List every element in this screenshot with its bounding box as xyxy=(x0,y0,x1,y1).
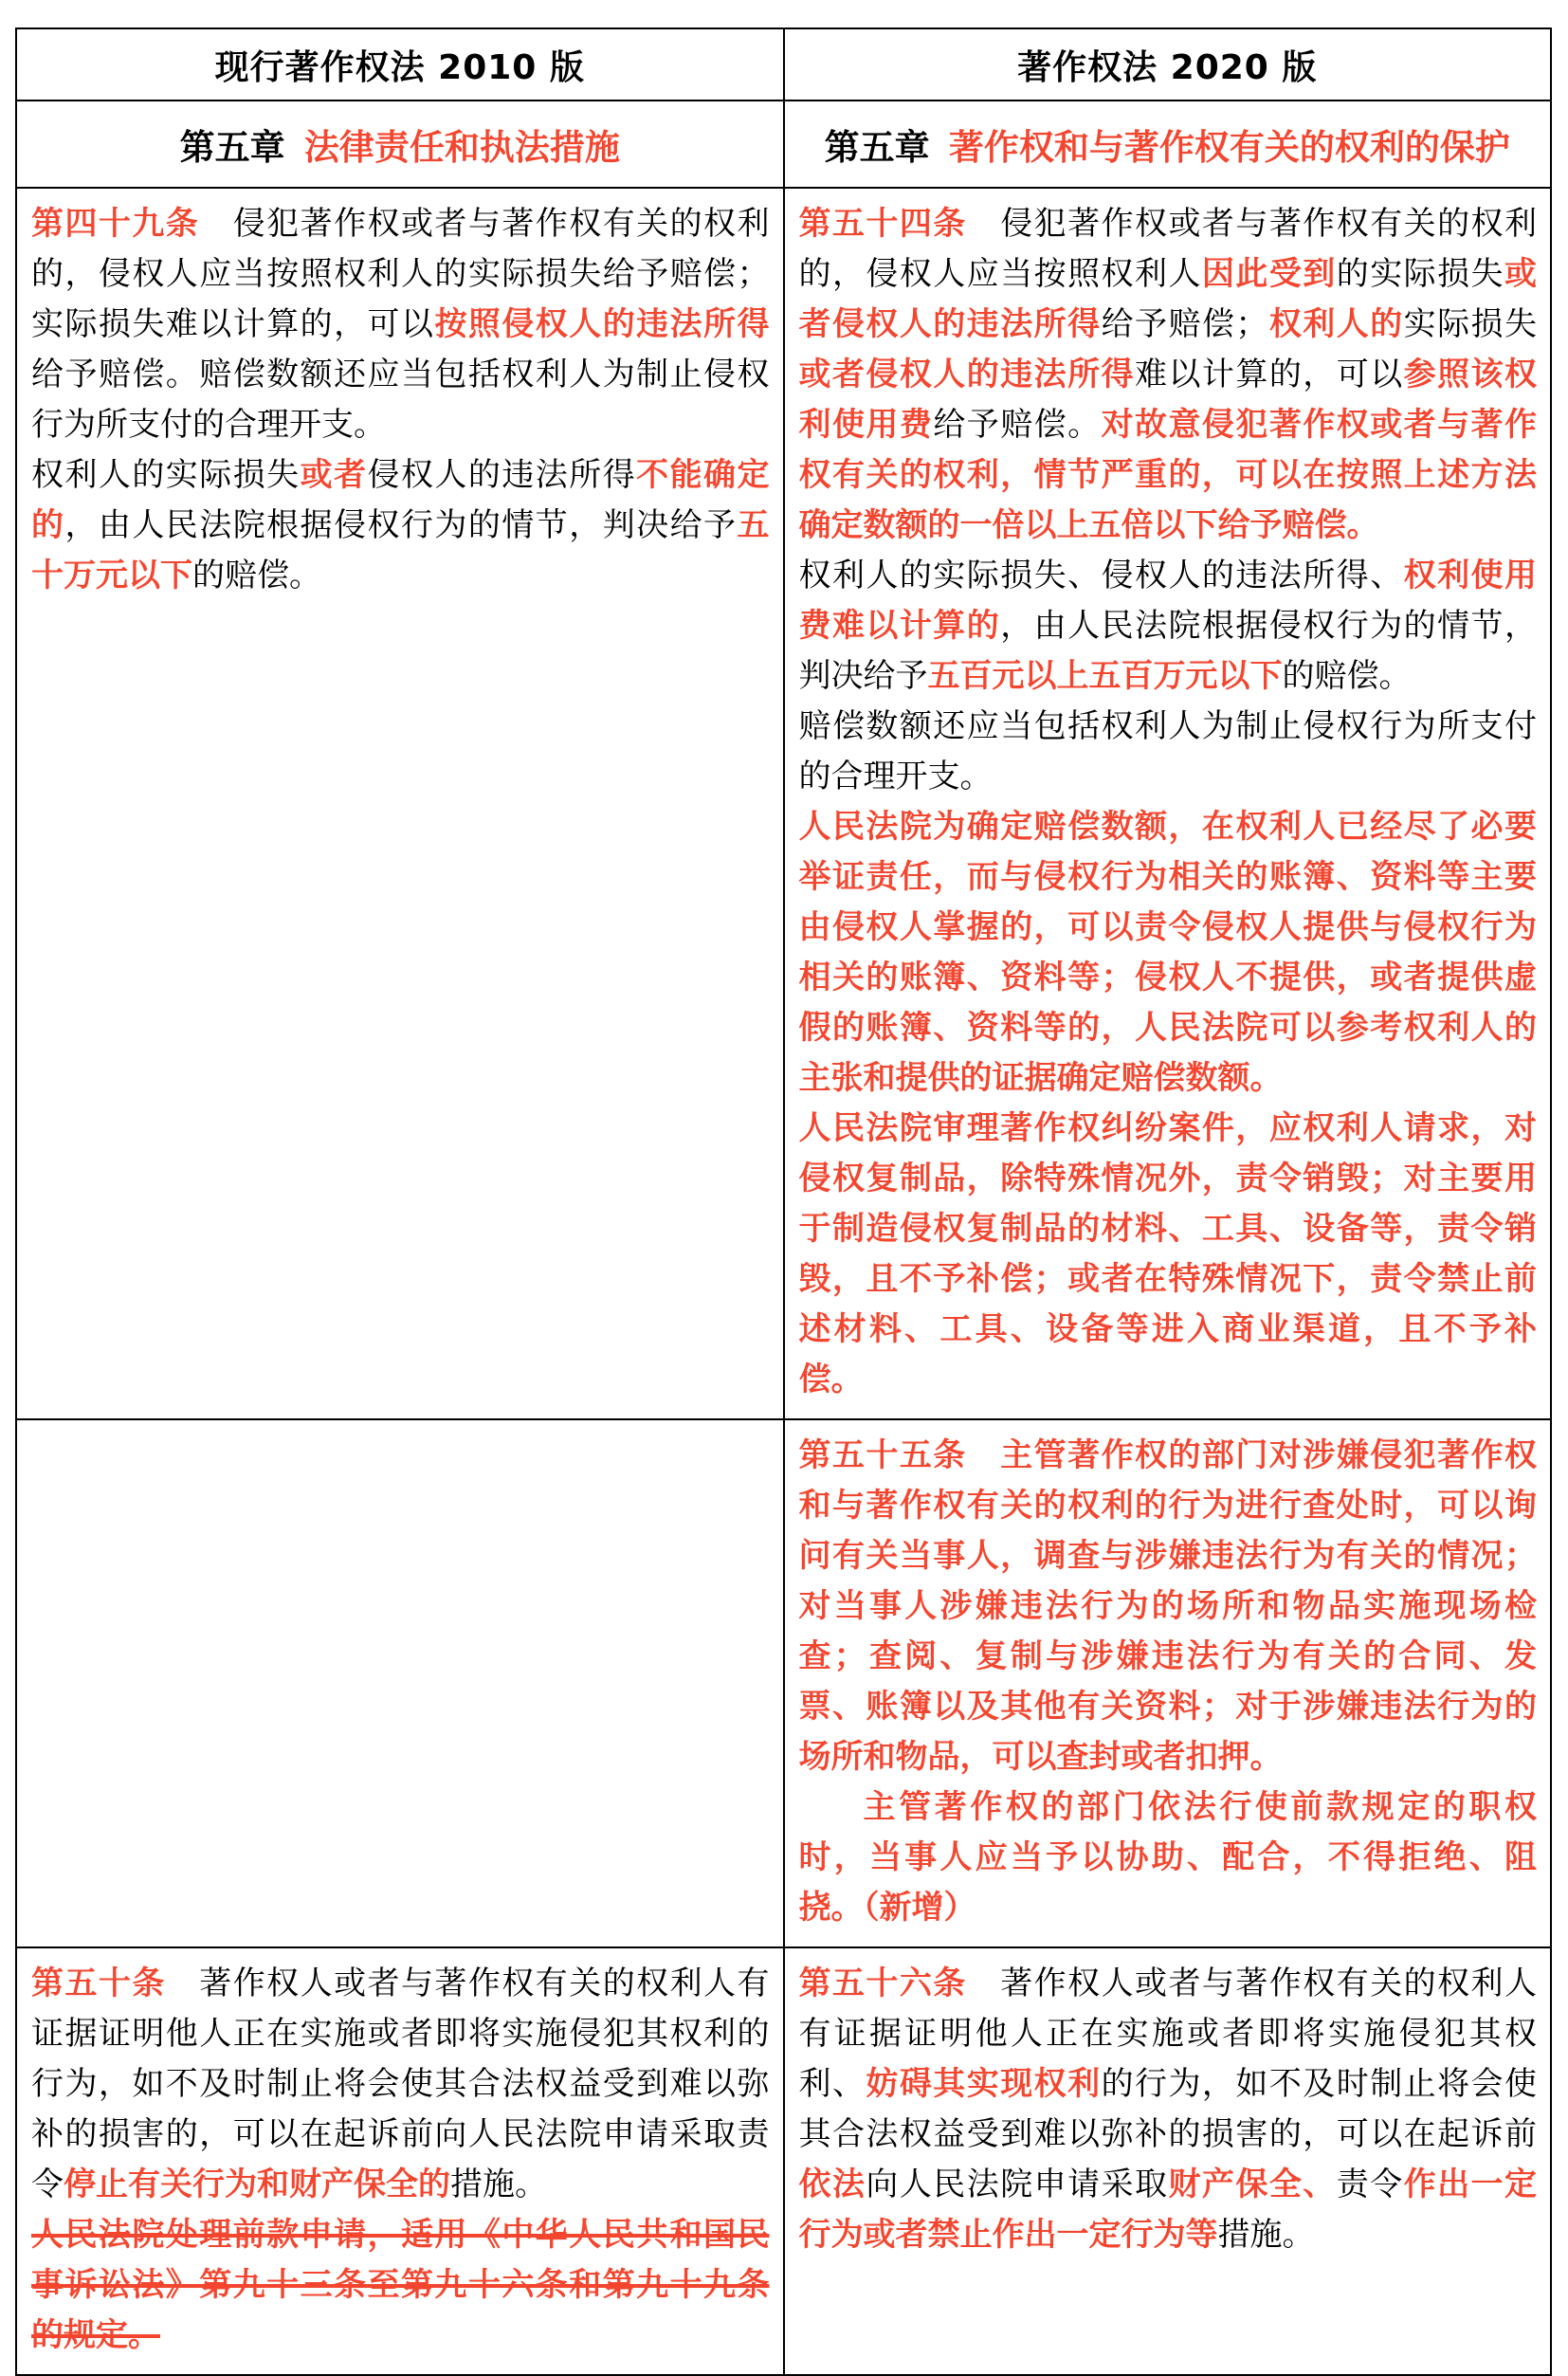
highlighted-change-text: 或者 xyxy=(300,456,368,494)
law-text: 权利人的实际损失、侵权人的违法所得、 xyxy=(798,557,1404,594)
deleted-text: 人民法院处理前款申请，适用《中华人民共和国民事诉讼法》第九十三条至第九十六条和第九十九条的规定。 xyxy=(31,2216,770,2354)
highlighted-change-text: 第五十五条 xyxy=(798,1436,967,1474)
article-54-cell xyxy=(784,188,1552,1419)
law-text: 向人民法院申请采取 xyxy=(866,2166,1169,2203)
law-text: 的实际损失 xyxy=(1336,255,1505,293)
highlighted-change-text: 财产保全、 xyxy=(1168,2166,1337,2203)
law-paragraph xyxy=(31,450,770,601)
law-text: 侵权人的违法所得 xyxy=(367,456,637,494)
highlighted-change-text: 主管著作权的部门依法行使前款规定的职权时，当事人应当予以协助、配合，不得拒绝、阻挠。（新增） xyxy=(798,1788,1537,1927)
chapter-cell-2010 xyxy=(16,101,784,188)
chapter-number-label: 第五章 xyxy=(179,127,285,168)
highlighted-change-text: 五十万元以下 xyxy=(31,506,770,594)
highlighted-change-text: 按照侵权人的违法所得 xyxy=(434,305,770,343)
law-comparison-table xyxy=(15,27,1552,2376)
highlighted-change-text: 依法 xyxy=(798,2166,866,2203)
law-paragraph xyxy=(31,1959,770,2210)
law-text: 责令 xyxy=(1336,2166,1404,2203)
comparison-row-preservation xyxy=(16,1947,1551,2375)
law-paragraph xyxy=(799,1782,1538,1933)
law-text: 给予赔偿； xyxy=(1101,305,1268,343)
highlighted-change-text: 作出一定行为或者禁止作出一定行为等 xyxy=(798,2166,1538,2254)
law-text: 侵犯著作权或者与著作权有关的权利的，侵权人应当按照权利人的实际损失给予赔偿；实际损失难以计算的，可以 xyxy=(31,205,770,343)
highlighted-change-text: 或者侵权人的违法所得 xyxy=(798,356,1136,393)
article-55-cell xyxy=(784,1419,1552,1947)
highlighted-change-text: 第五十条 xyxy=(31,1965,166,2002)
highlighted-change-text: 妨碍其实现权利 xyxy=(866,2065,1102,2103)
law-text: 给予赔偿。赔偿数额还应当包括权利人为制止侵权行为所支付的合理开支。 xyxy=(31,356,770,444)
chapter-title-text: 著作权和与著作权有关的权利的保护 xyxy=(948,127,1510,168)
highlighted-change-text: 第四十九条 xyxy=(31,205,200,243)
highlighted-change-text: 不能确定的 xyxy=(31,456,770,544)
column-header-law-2020: 著作权法 2020 版 xyxy=(784,28,1552,101)
law-text: 著作权人或者与著作权有关的权利人有证据证明他人正在实施或者即将实施侵犯其权利的行为，如不及时制止将会使其合法权益受到难以弥补的损害的，可以在起诉前向人民法院申请采取责令 xyxy=(31,1965,770,2203)
law-paragraph xyxy=(799,1431,1538,1782)
highlighted-change-text: 或者侵权人的违法所得 xyxy=(798,255,1538,343)
law-text: 赔偿数额还应当包括权利人为制止侵权行为所支付的合理开支。 xyxy=(798,707,1537,795)
law-text: 难以计算的，可以 xyxy=(1135,356,1404,393)
chapter-title-text: 法律责任和执法措施 xyxy=(303,127,620,168)
law-text: 措施。 xyxy=(450,2166,547,2203)
highlighted-change-text: 权利人的 xyxy=(1267,305,1404,343)
chapter-cell-2020 xyxy=(784,101,1552,188)
law-paragraph xyxy=(799,802,1538,1104)
highlighted-change-text: 第五十四条 xyxy=(798,205,967,243)
article-50-cell xyxy=(16,1947,784,2375)
highlighted-change-text: 对故意侵犯著作权或者与著作权有关的权利，情节严重的，可以在按照上述方法确定数额的一倍以上五倍以下给予赔偿。 xyxy=(798,406,1538,544)
law-paragraph xyxy=(799,199,1538,551)
law-text: 措施。 xyxy=(1217,2216,1315,2254)
law-text: 的赔偿。 xyxy=(1282,657,1412,695)
comparison-row-enforcement xyxy=(16,1419,1551,1947)
law-text: ，由人民法院根据侵权行为的情节，判决给予 xyxy=(798,607,1538,695)
article-56-cell xyxy=(784,1947,1552,2375)
empty-cell-2010 xyxy=(16,1419,784,1947)
law-text: ，由人民法院根据侵权行为的情节，判决给予 xyxy=(64,506,738,544)
article-49-cell xyxy=(16,188,784,1419)
highlighted-change-text: 人民法院审理著作权纠纷案件，应权利人请求，对侵权复制品，除特殊情况外，责令销毁；对主要用于制造侵权复制品的材料、工具、设备等，责令销毁，且不予补偿；或者在特殊情况下，责令禁止前述材料、工具、设备等进入商业渠道，且不予补偿。 xyxy=(798,1109,1537,1398)
highlighted-change-text: 停止有关行为和财产保全的 xyxy=(64,2166,450,2203)
law-paragraph xyxy=(31,2210,770,2361)
law-text: 实际损失 xyxy=(1403,305,1538,343)
law-text: 著作权人或者与著作权有关的权利人有证据证明他人正在实施或者即将实施侵犯其权利、 xyxy=(798,1965,1538,2103)
law-paragraph xyxy=(799,551,1538,702)
highlighted-change-text: 第五十六条 xyxy=(798,1965,967,2002)
highlighted-change-text: 五百元以上五百万元以下 xyxy=(927,657,1283,695)
highlighted-change-text: 人民法院为确定赔偿数额，在权利人已经尽了必要举证责任，而与侵权行为相关的账簿、资料等主要由侵权人掌握的，可以责令侵权人提供与侵权行为相关的账簿、资料等；侵权人不提供，或者提供虚假的账簿、资料等的，人民法院可以参考权利人的主张和提供的证据确定赔偿数额。 xyxy=(798,808,1537,1097)
law-paragraph xyxy=(799,1959,1538,2260)
chapter-title-row xyxy=(16,101,1551,188)
law-paragraph xyxy=(799,1104,1538,1405)
comparison-row-damages xyxy=(16,188,1551,1419)
law-text: 权利人的实际损失 xyxy=(31,456,301,494)
highlighted-change-text: 参照该权利使用费 xyxy=(798,356,1538,444)
law-paragraph xyxy=(31,199,770,450)
law-text: 的赔偿。 xyxy=(192,557,321,594)
law-text: 的行为，如不及时制止将会使其合法权益受到难以弥补的损害的，可以在起诉前 xyxy=(798,2065,1538,2153)
law-text: 侵犯著作权或者与著作权有关的权利的，侵权人应当按照权利人 xyxy=(798,205,1538,293)
highlighted-change-text: 主管著作权的部门对涉嫌侵犯著作权和与著作权有关的权利的行为进行查处时，可以询问有关当事人，调查与涉嫌违法行为有关的情况；对当事人涉嫌违法行为的场所和物品实施现场检查；查阅、复制与涉嫌违法行为有关的合同、发票、账簿以及其他有关资料；对于涉嫌违法行为的场所和物品，可以查封或者扣押。 xyxy=(798,1436,1538,1776)
column-header-law-2010: 现行著作权法 2010 版 xyxy=(16,28,784,101)
highlighted-change-text: 因此受到 xyxy=(1201,255,1337,293)
law-paragraph xyxy=(799,702,1538,802)
table-header-row xyxy=(16,28,1551,101)
highlighted-change-text: 权利使用费难以计算的 xyxy=(798,557,1538,645)
chapter-number-label: 第五章 xyxy=(824,127,930,168)
law-text: 给予赔偿。 xyxy=(933,406,1102,444)
